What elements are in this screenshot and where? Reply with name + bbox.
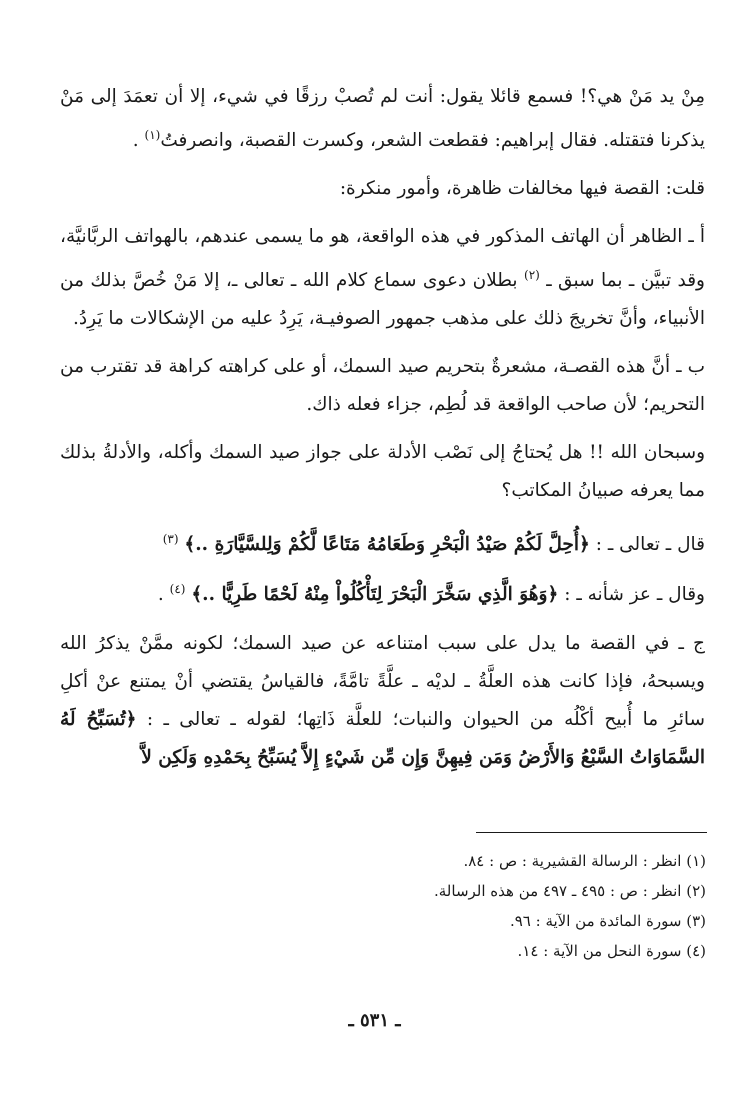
- footnote-reference: (٤): [169, 582, 186, 597]
- text-run: مِنْ يد مَنْ هي؟! فسمع قائلا يقول: أنت لم تُصبْ رزقًا في شيء، إلا أن تعمَدَ إلى مَنْ يذكرنا فتقتله. فقال إبراهيم: فقطعت الشعر، وكسرت القصبة، وانصرفتُ: [60, 86, 705, 152]
- footnote-reference: (٢): [524, 268, 540, 283]
- text-run: بطلان دعوى سماع كلام الله ـ تعالى ـ، إلا مَنْ خُصَّ بذلك من الأنبياء، وأنَّ تخريجَ ذلك على مذهب جمهور الصوفيـة، يَرِدُ عليه من الإشكالات ما يَرِدُ.: [60, 270, 705, 330]
- text-run: ب ـ أنَّ هذه القصـة، مشعرةٌ بتحريم صيد السمك، أو على كراهته كراهة قد تقترب من التحريم؛ لأن صاحب الواقعة قد لُطِم، جزاء فعله ذاك.: [60, 356, 705, 416]
- main-text: [60, 78, 705, 787]
- text-run: أ ـ الظاهر أن الهاتف المذكور في هذه الواقعة، هو ما يسمى عندهم، بالهواتف الربَّانيَّة، وقد تبيَّن ـ بما سبق ـ: [60, 226, 705, 292]
- paragraph-p3: [60, 218, 705, 338]
- paragraph-p5: [60, 434, 705, 510]
- page-number: ـ ٥٣١ ـ: [348, 1010, 401, 1031]
- footnote-3: (٣) سورة المائدة من الآية : ٩٦.: [509, 912, 706, 930]
- text-run: .: [157, 584, 170, 606]
- footnote-1: (١) انظر : الرسالة القشيرية : ص : ٨٤.: [463, 852, 706, 870]
- text-run: قال ـ تعالى ـ :: [589, 534, 705, 556]
- footnote-reference: (٣): [162, 532, 179, 547]
- quran-verse: ﴿وَهُوَ الَّذِي سَخَّرَ الْبَحْرَ لِتَأْكُلُواْ مِنْهُ لَحْمًا طَرِيًّا ..﴾: [191, 584, 559, 606]
- text-run: وقال ـ عز شأنه ـ :: [558, 584, 705, 606]
- footnote-4: (٤) سورة النحل من الآية : ١٤.: [517, 942, 706, 960]
- quran-verse: ﴿تُسَبِّحُ لَهُ السَّمَاوَاتُ السَّبْعُ وَالأَرْضُ وَمَن فِيهِنَّ وَإِن مِّن شَيْءٍ إِلاَّ يُسَبِّحُ بِحَمْدِهِ وَلَكِن لاَّ: [60, 708, 705, 768]
- text-run: قلت: القصة فيها مخالفات ظاهرة، وأمور منكرة:: [339, 178, 705, 200]
- footnote-divider: [476, 832, 707, 833]
- footnotes: [200, 846, 706, 966]
- footnote-reference: (١): [144, 128, 161, 142]
- paragraph-p7: [60, 570, 705, 614]
- footnote-2: (٢) انظر : ص : ٤٩٥ ـ ٤٩٧ من هذه الرسالة.: [434, 882, 706, 900]
- text-run: .: [132, 130, 145, 152]
- text-run: ج ـ في القصة ما يدل على سبب امتناعه عن صيد السمك؛ لكونه ممَّنْ يذكرُ الله ويسبحهُ، فإذا كانت هذه العلَّةُ ـ لديْه ـ علَّةً تامَّةً، فالقياسُ يقتضي أنْ يمتنع عنْ أكلِ سائرِ ما أُبيح أكْلُه من الحيوان والنبات؛ للعلَّة ذَاتِها؛ لقوله ـ تعالى ـ :: [60, 632, 705, 730]
- text-run: وسبحان الله !! هل يُحتاجُ إلى نَصْب الأدلة على جواز صيد السمك وأكله، والأدلةُ بذلك مما يعرفه صبيانُ المكاتب؟: [60, 442, 705, 502]
- paragraph-p2: [60, 170, 705, 208]
- paragraph-p6: [60, 520, 705, 564]
- paragraph-p8: [60, 625, 705, 777]
- paragraph-p1: [60, 78, 705, 160]
- quran-verse: ﴿أُحِلَّ لَكُمْ صَيْدُ الْبَحْرِ وَطَعَامُهُ مَتَاعًا لَّكُمْ وَلِلسَّيَّارَةِ ..﴾: [184, 534, 590, 556]
- paragraph-p4: [60, 348, 705, 424]
